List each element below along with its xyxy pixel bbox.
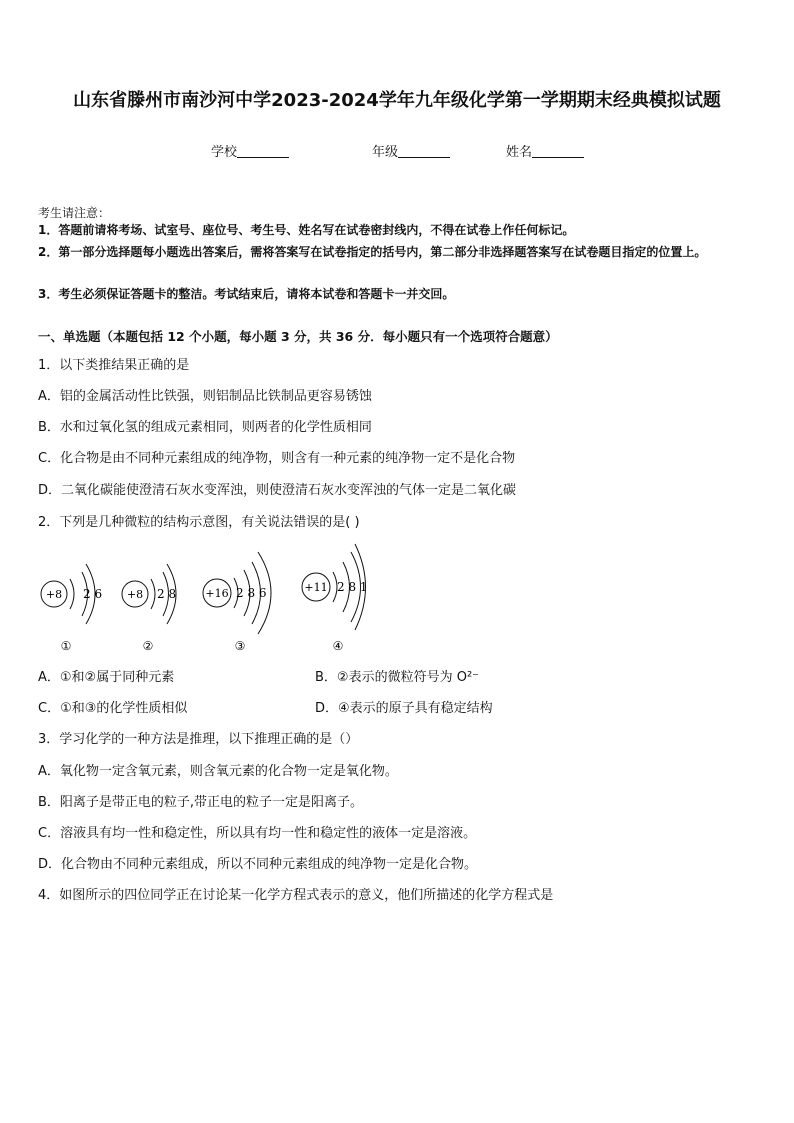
question-3-stem: 3．学习化学的一种方法是推理，以下推理正确的是（）	[38, 732, 359, 747]
notice-item-1: 1．答题前请将考场、试室号、座位号、考生号、姓名写在试卷密封线内，不得在试卷上作任何标记。	[38, 223, 575, 237]
grade-label: 年级	[372, 145, 399, 160]
notice-item-2: 2．第一部分选择题每小题选出答案后，需将答案写在试卷指定的括号内，第二部分非选择题答案写在试卷题目指定的位置上。	[38, 245, 707, 259]
q3-option-d: D．化合物由不同种元素组成，所以不同种元素组成的纯净物一定是化合物。	[38, 857, 478, 872]
school-blank[interactable]	[237, 144, 289, 158]
particle-4-label: ④	[332, 639, 344, 653]
page-title: 山东省滕州市南沙河中学2023-2024学年九年级化学第一学期期末经典模拟试题	[73, 90, 721, 111]
question-4-stem: 4．如图所示的四位同学正在讨论某一化学方程式表示的意义，他们所描述的化学方程式是	[38, 888, 554, 903]
particle-4-electrons: 2 8 1	[337, 580, 368, 594]
particle-3-electrons: 2 8 6	[236, 586, 267, 600]
section-heading: 一、单选题（本题包括 12 个小题，每小题 3 分，共 36 分．每小题只有一个选项符合题意）	[38, 329, 558, 344]
q3-option-c: C．溶液具有均一性和稳定性，所以具有均一性和稳定性的液体一定是溶液。	[38, 826, 477, 841]
q1-option-d: D．二氧化碳能使澄清石灰水变浑浊，则使澄清石灰水变浑浊的气体一定是二氧化碳	[38, 483, 517, 498]
particle-2	[122, 564, 176, 653]
q3-option-a: A．氧化物一定含氧元素，则含氧元素的化合物一定是氧化物。	[38, 764, 398, 779]
particle-4	[302, 544, 368, 653]
name-field	[506, 141, 584, 160]
question-2-stem: 2．下列是几种微粒的结构示意图，有关说法错误的是( )	[38, 515, 360, 530]
q2-option-d: D．④表示的原子具有稳定结构	[315, 701, 493, 716]
particle-3	[203, 552, 271, 653]
particle-1-electrons: 2 6	[83, 587, 103, 601]
particle-1-label: ①	[60, 639, 72, 653]
particle-2-electrons: 2 8	[157, 587, 177, 601]
notice-heading: 考生请注意：	[38, 206, 111, 220]
q2-option-a: A．①和②属于同种元素	[38, 670, 175, 685]
q3-option-b: B．阳离子是带正电的粒子,带正电的粒子一定是阳离子。	[38, 795, 364, 810]
particle-3-label: ③	[234, 639, 246, 653]
q1-option-c: C．化合物是由不同种元素组成的纯净物，则含有一种元素的纯净物一定不是化合物	[38, 451, 516, 466]
particle-2-nucleus: +8	[126, 588, 144, 601]
particle-1	[41, 564, 102, 653]
q2-option-c: C．①和③的化学性质相似	[38, 701, 188, 716]
question-1-stem: 1．以下类推结果正确的是	[38, 358, 190, 373]
particle-4-nucleus: +11	[304, 581, 328, 594]
q1-option-b: B．水和过氧化氢的组成元素相同，则两者的化学性质相同	[38, 420, 372, 435]
school-label: 学校	[211, 145, 238, 160]
q1-option-a: A．铝的金属活动性比铁强，则铝制品比铁制品更容易锈蚀	[38, 389, 372, 404]
notice-item-3: 3．考生必须保证答题卡的整洁。考试结束后，请将本试卷和答题卡一并交回。	[38, 287, 455, 301]
particle-3-nucleus: +16	[205, 587, 229, 600]
grade-blank[interactable]	[398, 144, 450, 158]
name-blank[interactable]	[532, 144, 584, 158]
particle-2-label: ②	[142, 639, 154, 653]
school-field	[211, 141, 289, 160]
q2-option-b: B．②表示的微粒符号为 O²⁻	[315, 670, 480, 685]
name-label: 姓名	[506, 145, 533, 160]
particle-1-nucleus: +8	[45, 588, 63, 601]
grade-field	[372, 141, 450, 160]
atomic-structure-diagram	[36, 538, 376, 658]
